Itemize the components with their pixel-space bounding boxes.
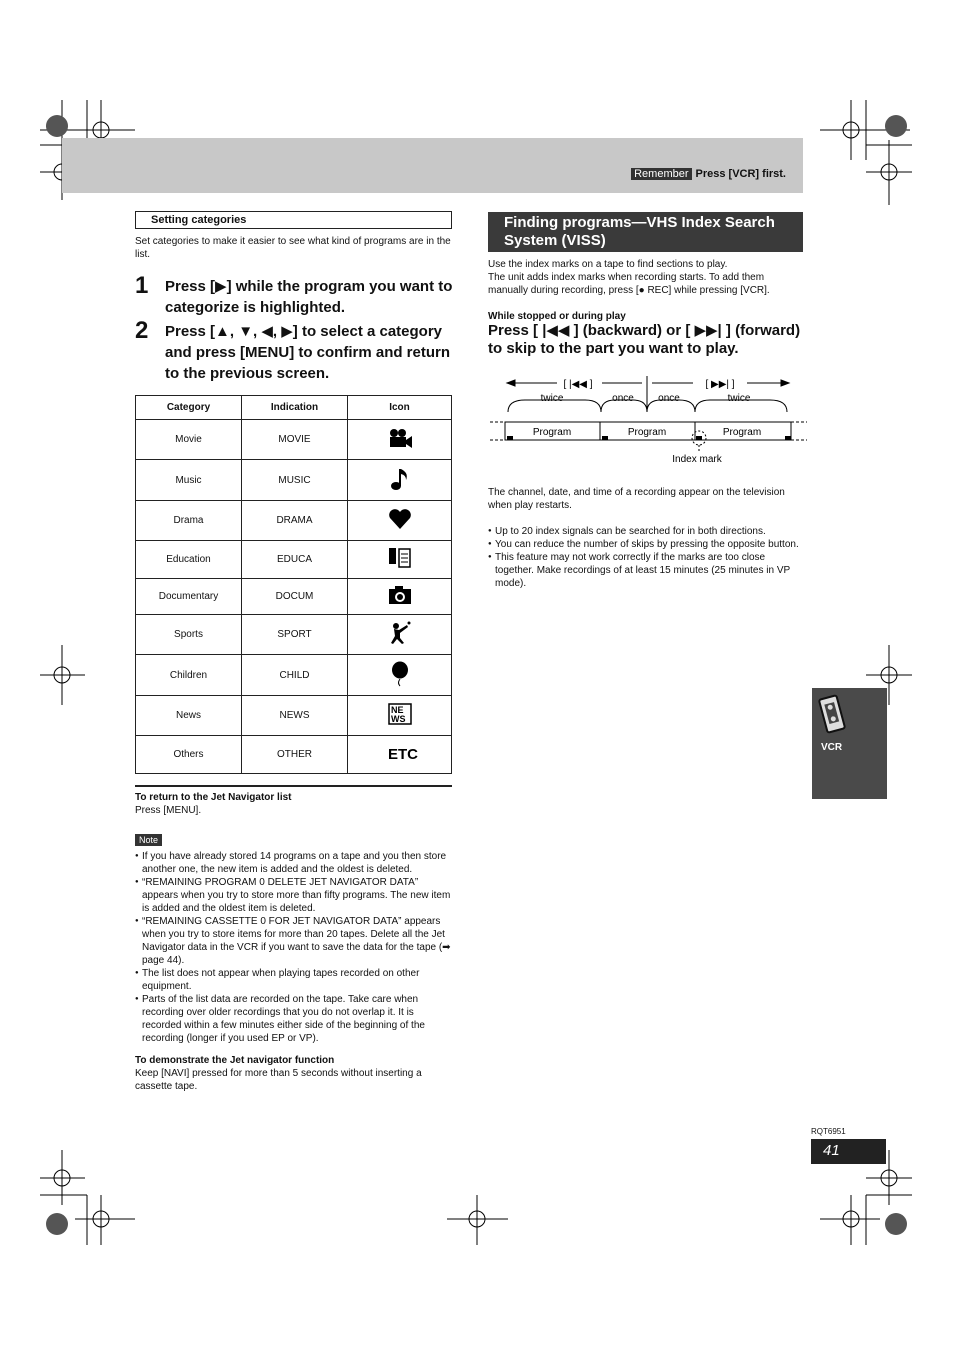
table-row (136, 501, 452, 541)
cell-category: Children (136, 655, 242, 696)
cell-category: Drama (136, 501, 242, 541)
cell-category: Documentary (136, 579, 242, 615)
remember-tag: Remember (631, 168, 691, 180)
list-item: ● “REMAINING PROGRAM 0 DELETE JET NAVIGATOR DATA” appears when you try to store more than fifty programs. The new item is added and the oldest item is deleted. (135, 876, 453, 915)
sports-icon (348, 615, 452, 655)
setting-intro: Set categories to make it easier to see what kind of programs are in the list. (135, 236, 451, 260)
list-item: ● Up to 20 index signals can be searched for in both directions. (488, 525, 806, 538)
cell-category: Movie (136, 420, 242, 460)
remember-text: Press [VCR] first. (695, 168, 786, 180)
cassette-icon (815, 694, 849, 734)
header-band (62, 138, 803, 193)
divider (135, 785, 452, 787)
table-row (136, 736, 452, 774)
return-title: To return to the Jet Navigator list (135, 792, 292, 803)
cell-category: Sports (136, 615, 242, 655)
svg-text:WS: WS (390, 714, 405, 724)
cell-indication: NEWS (242, 696, 348, 736)
cell-category: Education (136, 541, 242, 579)
cell-indication: OTHER (242, 736, 348, 774)
svg-text:NE: NE (390, 705, 404, 715)
cell-indication: MUSIC (242, 460, 348, 501)
etc-icon (348, 736, 452, 774)
cell-category: Music (136, 460, 242, 501)
table-row (136, 615, 452, 655)
cell-category: News (136, 696, 242, 736)
table-row (136, 460, 452, 501)
once-right-label: once (658, 393, 680, 404)
note-tag: Note (135, 834, 162, 846)
col-icon: Icon (348, 396, 452, 420)
cell-indication: DOCUM (242, 579, 348, 615)
balloon-icon (348, 655, 452, 696)
once-left-label: once (612, 393, 634, 404)
vcr-side-tab (812, 688, 887, 799)
side-tab-label: VCR (821, 742, 843, 753)
cell-indication: EDUCA (242, 541, 348, 579)
viss-instruction: Press [ |◀◀ ] (backward) or [ ▶▶| ] (forward) to skip to the part you want to play. (488, 322, 801, 357)
program-1-label: Program (532, 427, 572, 438)
step-1-number: 1 (135, 272, 149, 299)
viss-intro-2: The unit adds index marks when recording starts. To add them manually during recording, press [● REC] while pressing [VCR]. (488, 272, 770, 296)
viss-title: Finding programs—VHS Index Search System (VISS) (488, 212, 803, 252)
list-item: ● If you have already stored 14 programs on a tape and you then store another one, the new item is added and the oldest is deleted. (135, 850, 453, 876)
viss-subhead: While stopped or during play (488, 311, 626, 322)
return-text: Press [MENU]. (135, 805, 202, 816)
back-button-label: [ |◀◀ ] (563, 379, 593, 390)
col-category: Category (136, 396, 242, 420)
table-row (136, 541, 452, 579)
page-number-box (811, 1139, 886, 1164)
page-number: 41 (823, 1142, 840, 1159)
cell-indication: CHILD (242, 655, 348, 696)
note-list (135, 850, 453, 1045)
program-2-label: Program (627, 427, 667, 438)
viss-intro-1: Use the index marks on a tape to find sections to play. (488, 259, 728, 270)
viss-after: The channel, date, and time of a recording appear on the television when play restarts. (488, 487, 785, 511)
table-row (136, 655, 452, 696)
program-3-label: Program (722, 427, 762, 438)
table-row (136, 420, 452, 460)
step-2-text: Press [▲, ▼, ◀, ▶] to select a category and press [MENU] to confirm and return to the previous screen. (165, 323, 451, 382)
twice-right-label: twice (727, 393, 751, 404)
table-header-row (136, 396, 452, 420)
demo-text: Keep [NAVI] pressed for more than 5 seconds without inserting a cassette tape. (135, 1068, 422, 1092)
list-item: ● This feature may not work correctly if the marks are too close together. Make recordings of at least 15 minutes (25 minutes in VP mode). (488, 551, 806, 590)
col-indication: Indication (242, 396, 348, 420)
document-code: RQT6951 (811, 1127, 846, 1136)
twice-left-label: twice (540, 393, 564, 404)
viss-bullets (488, 525, 806, 590)
forward-button-label: [ ▶▶| ] (705, 379, 735, 390)
category-table (135, 395, 452, 774)
table-row (136, 579, 452, 615)
demo-title: To demonstrate the Jet navigator function (135, 1055, 335, 1066)
cell-indication: SPORT (242, 615, 348, 655)
step-2-number: 2 (135, 317, 149, 344)
cell-indication: DRAMA (242, 501, 348, 541)
setting-categories-title: Setting categories (135, 211, 452, 229)
camera-icon (348, 579, 452, 615)
movie-camera-icon (348, 420, 452, 460)
viss-diagram (485, 372, 810, 467)
news-icon (348, 696, 452, 736)
list-item: ● “REMAINING CASSETTE 0 FOR JET NAVIGATOR DATA” appears when you try to store items for more than 20 tapes. Delete all the Jet Navigator data in the VCR if you want to save the data for the tape (➡ page 44). (135, 915, 453, 967)
step-1-text: Press [▶] while the program you want to categorize is highlighted. (165, 278, 453, 316)
svg-text:ETC: ETC (387, 746, 418, 763)
heart-icon (348, 501, 452, 541)
cell-indication: MOVIE (242, 420, 348, 460)
remember-note (631, 168, 786, 180)
education-icon (348, 541, 452, 579)
music-note-icon (348, 460, 452, 501)
list-item: ● Parts of the list data are recorded on the tape. Take care when recording over older recordings that you do not overlap it. It is recorded within a few minutes either side of the beginning of the recording (longer if you used EP or VP). (135, 993, 453, 1045)
cell-category: Others (136, 736, 242, 774)
index-mark-label: Index mark (672, 454, 722, 465)
list-item: ● You can reduce the number of skips by pressing the opposite button. (488, 538, 806, 551)
list-item: ● The list does not appear when playing tapes recorded on other equipment. (135, 967, 453, 993)
table-row (136, 696, 452, 736)
note-block (135, 830, 453, 1045)
